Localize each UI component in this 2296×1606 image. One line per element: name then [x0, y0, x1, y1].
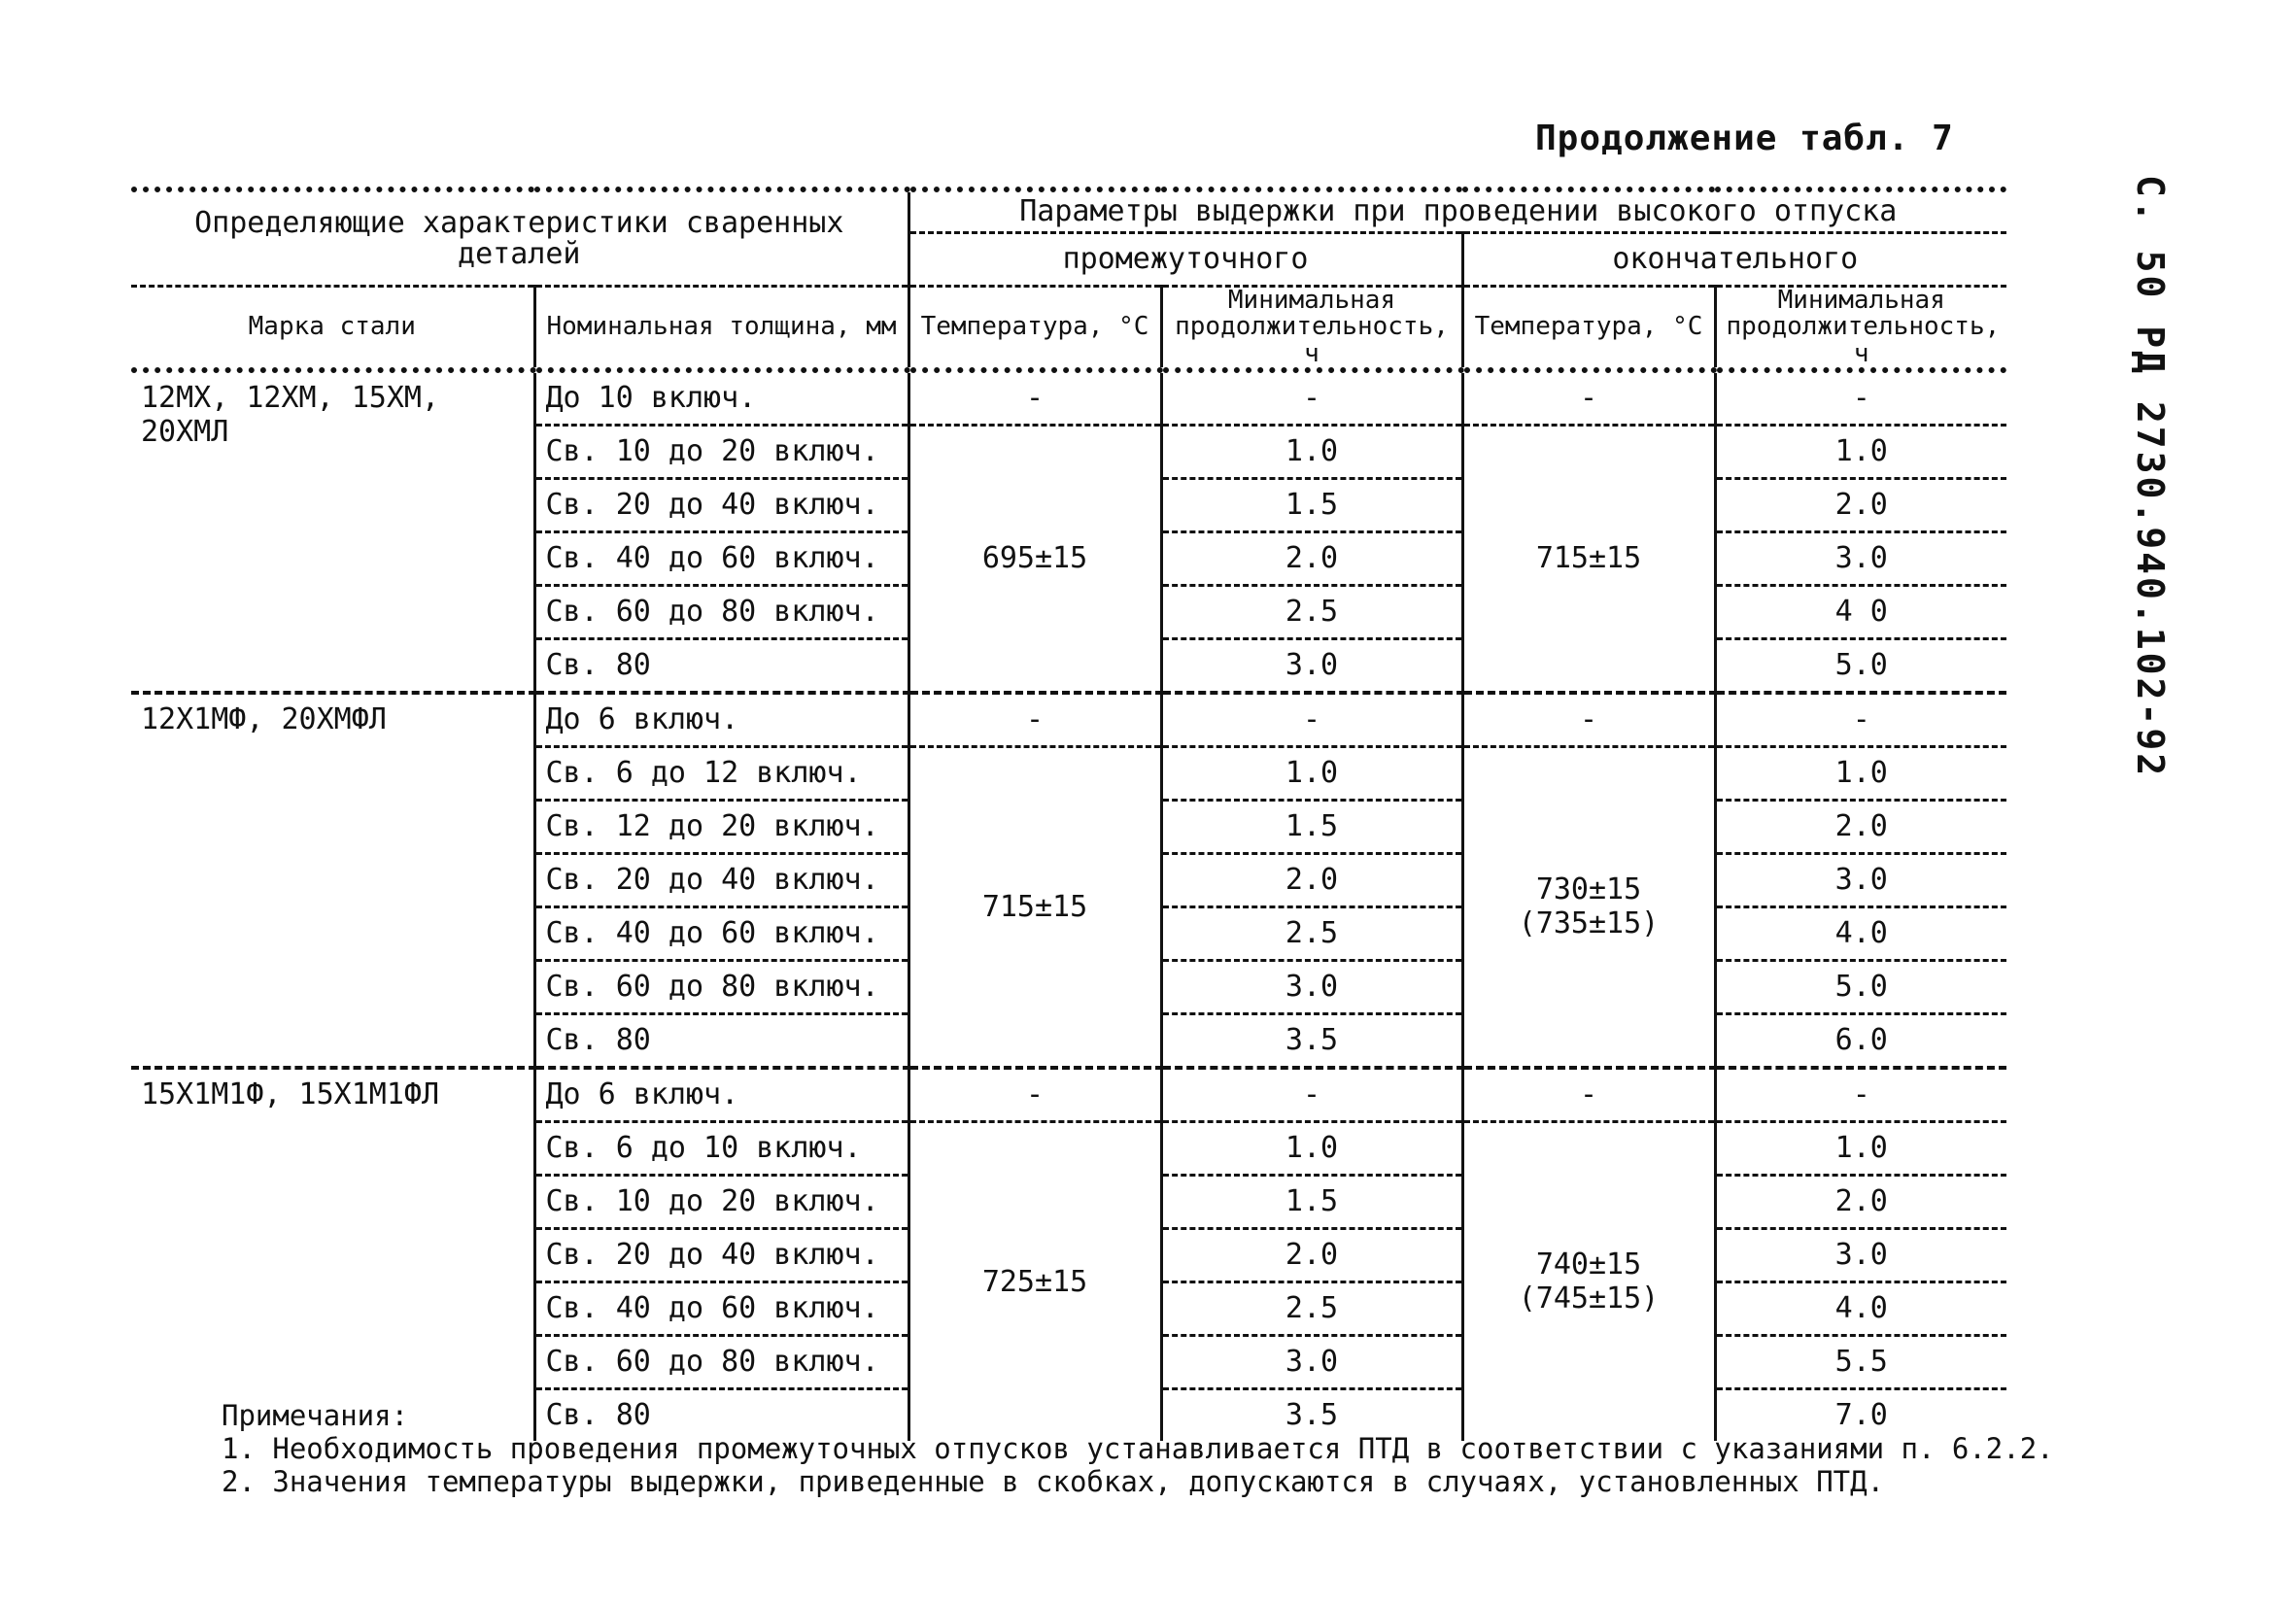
table-row [131, 693, 2006, 747]
thickness-cell: Св. 20 до 40 включ. [534, 1228, 908, 1281]
duration-intermediate-cell: 3.0 [1161, 960, 1462, 1013]
thickness-cell: Св. 60 до 80 включ. [534, 585, 908, 638]
duration-intermediate-cell: 1.5 [1161, 478, 1462, 531]
thickness-cell: Св. 40 до 60 включ. [534, 531, 908, 585]
temp-final-cell: - [1462, 1068, 1715, 1122]
note-1: 1. Необходимость проведения промежуточных отпусков устанавливается ПТД в соответствии с указаниями п. 6.2.2. [222, 1432, 2054, 1465]
temp-intermediate-merged: 715±15 [908, 746, 1161, 1068]
duration-final-cell: 4.0 [1715, 906, 2006, 960]
duration-final-cell: 3.0 [1715, 531, 2006, 585]
thickness-cell: Св. 20 до 40 включ. [534, 478, 908, 531]
page-code [2079, 175, 2196, 779]
duration-final-cell: 4 0 [1715, 585, 2006, 638]
duration-intermediate-cell: 2.0 [1161, 531, 1462, 585]
table-row [131, 1068, 2006, 1122]
duration-intermediate-cell: 3.5 [1161, 1013, 1462, 1068]
temp-final-merged: 715±15 [1462, 425, 1715, 693]
duration-intermediate-cell: 1.0 [1161, 1121, 1462, 1175]
header-group-right: Параметры выдержки при проведении высокого отпуска [908, 189, 2006, 233]
duration-final-cell: 6.0 [1715, 1013, 2006, 1068]
temp-intermediate-merged: 725±15 [908, 1121, 1161, 1441]
thickness-cell: До 6 включ. [534, 1068, 908, 1122]
duration-final-cell: 1.0 [1715, 1121, 2006, 1175]
duration-final-cell: - [1715, 370, 2006, 426]
col-duration-intermediate-header: Минимальная продолжительность, ч [1161, 287, 1462, 370]
col-temp-intermediate-header: Температура, °С [908, 287, 1161, 370]
notes [222, 1399, 2054, 1498]
thickness-cell: Св. 6 до 10 включ. [534, 1121, 908, 1175]
tempering-table [131, 187, 2006, 1441]
duration-intermediate-cell: 2.5 [1161, 1281, 1462, 1335]
duration-final-cell: 5.0 [1715, 960, 2006, 1013]
thickness-cell: До 10 включ. [534, 370, 908, 426]
steel-grade: 12МХ, 12ХМ, 15ХМ, 20ХМЛ [141, 380, 440, 449]
duration-intermediate-cell: 1.5 [1161, 800, 1462, 853]
thickness-cell: Св. 80 [534, 1388, 908, 1441]
temp-intermediate-cell: - [908, 370, 1161, 426]
continuation-label: Продолжение табл. 7 [1535, 119, 1954, 158]
col-duration-final-header: Минимальная продолжительность, ч [1715, 287, 2006, 370]
header-intermediate: промежуточного [908, 233, 1462, 287]
duration-final-cell: 5.0 [1715, 638, 2006, 693]
thickness-cell: Св. 40 до 60 включ. [534, 906, 908, 960]
duration-intermediate-cell: 1.0 [1161, 425, 1462, 478]
thickness-cell: Св. 10 до 20 включ. [534, 1175, 908, 1228]
temp-final-cell: - [1462, 370, 1715, 426]
duration-final-cell: 7.0 [1715, 1388, 2006, 1441]
duration-intermediate-cell: 3.0 [1161, 638, 1462, 693]
col-steel-header: Марка стали [131, 287, 534, 370]
note-2: 2. Значения температуры выдержки, приведенные в скобках, допускаются в случаях, установленных ПТД. [222, 1465, 1885, 1498]
duration-final-cell: - [1715, 1068, 2006, 1122]
temp-final-cell: - [1462, 693, 1715, 747]
col-temp-final-header: Температура, °С [1462, 287, 1715, 370]
temp-intermediate-cell: - [908, 1068, 1161, 1122]
duration-final-cell: - [1715, 693, 2006, 747]
duration-intermediate-cell: - [1161, 693, 1462, 747]
duration-intermediate-cell: 2.5 [1161, 906, 1462, 960]
duration-final-cell: 2.0 [1715, 1175, 2006, 1228]
duration-intermediate-cell: 3.0 [1161, 1335, 1462, 1388]
steel-grade: 12Х1МФ, 20ХМФЛ [131, 693, 534, 1068]
thickness-cell: Св. 40 до 60 включ. [534, 1281, 908, 1335]
temp-intermediate-cell: - [908, 693, 1161, 747]
thickness-cell: Св. 20 до 40 включ. [534, 853, 908, 906]
header-final: окончательного [1462, 233, 2006, 287]
duration-intermediate-cell: - [1161, 370, 1462, 426]
temp-intermediate-merged: 695±15 [908, 425, 1161, 693]
thickness-cell: До 6 включ. [534, 693, 908, 747]
duration-intermediate-cell: 2.5 [1161, 585, 1462, 638]
thickness-cell: Св. 6 до 12 включ. [534, 746, 908, 800]
duration-final-cell: 5.5 [1715, 1335, 2006, 1388]
duration-intermediate-cell: 2.0 [1161, 853, 1462, 906]
duration-final-cell: 2.0 [1715, 800, 2006, 853]
thickness-cell: Св. 60 до 80 включ. [534, 960, 908, 1013]
thickness-cell: Св. 80 [534, 1013, 908, 1068]
steel-grade: 15Х1М1Ф, 15Х1М1ФЛ [131, 1068, 534, 1441]
table-row [131, 370, 2006, 426]
notes-title: Примечания: [222, 1399, 409, 1432]
duration-final-cell: 1.0 [1715, 746, 2006, 800]
thickness-cell: Св. 12 до 20 включ. [534, 800, 908, 853]
duration-final-cell: 3.0 [1715, 1228, 2006, 1281]
thickness-cell: Св. 60 до 80 включ. [534, 1335, 908, 1388]
thickness-cell: Св. 10 до 20 включ. [534, 425, 908, 478]
duration-final-cell: 3.0 [1715, 853, 2006, 906]
duration-final-cell: 2.0 [1715, 478, 2006, 531]
header-group-left: Определяющие характеристики сваренных деталей [131, 189, 908, 287]
duration-final-cell: 4.0 [1715, 1281, 2006, 1335]
duration-intermediate-cell: 2.0 [1161, 1228, 1462, 1281]
duration-intermediate-cell: 1.5 [1161, 1175, 1462, 1228]
duration-intermediate-cell: 3.5 [1161, 1388, 1462, 1441]
thickness-cell: Св. 80 [534, 638, 908, 693]
temp-final-merged: 730±15 (735±15) [1462, 746, 1715, 1068]
temp-final-merged: 740±15 (745±15) [1462, 1121, 1715, 1441]
page-code-text: С. 50 РД 2730.940.102-92 [2129, 175, 2172, 779]
duration-final-cell: 1.0 [1715, 425, 2006, 478]
col-thickness-header: Номинальная толщина, мм [534, 287, 908, 370]
duration-intermediate-cell: - [1161, 1068, 1462, 1122]
duration-intermediate-cell: 1.0 [1161, 746, 1462, 800]
